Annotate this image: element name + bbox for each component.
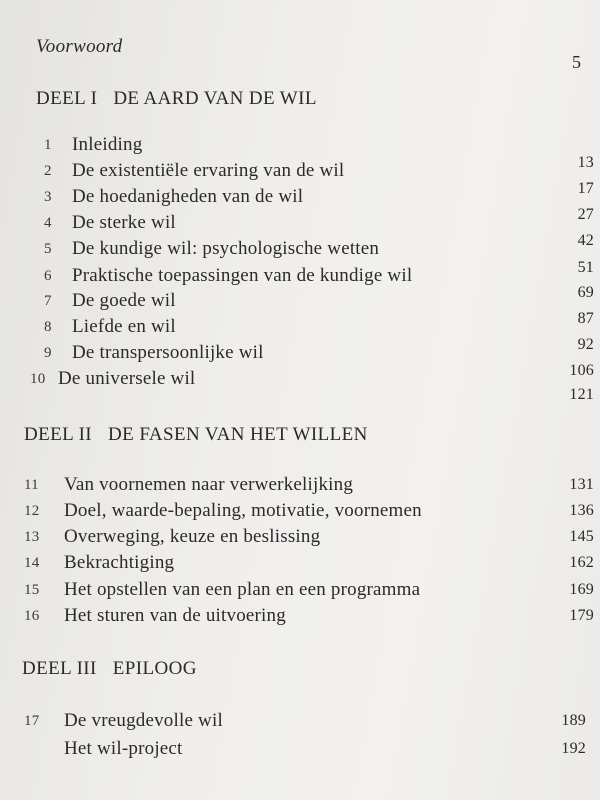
page-number: 42 [577,232,594,249]
chapter-number: 8 [44,319,52,335]
chapter-title: De goede wil [72,290,176,311]
part-label: DEEL III [22,658,97,679]
chapter-title: Het sturen van de uitvoering [64,605,286,626]
chapter-number: 13 [24,529,40,545]
chapter-number: 10 [30,371,46,387]
chapter-title: De hoedanigheden van de wil [72,186,304,207]
chapter-title: De sterke wil [72,212,176,233]
chapter-title: De existentiële ervaring van de wil [72,160,345,181]
foreword-title: Voorwoord [36,36,123,57]
part-3-heading [22,658,197,680]
page-number: 131 [569,476,594,493]
page-number: 162 [569,554,594,571]
foreword-page-number: 5 [572,52,581,72]
part-1-heading [36,88,317,110]
page-number: 87 [577,310,594,327]
chapter-title: Liefde en wil [72,316,176,337]
chapter-number: 9 [44,345,52,361]
chapter-title: Doel, waarde-bepaling, motivatie, voornemen [64,500,422,521]
chapter-title: Inleiding [72,134,143,155]
page-number: 106 [569,362,594,379]
chapter-title: De transpersoonlijke wil [72,342,264,363]
page-number: 192 [561,740,586,757]
part-title: EPILOOG [112,658,197,679]
chapter-title: Het opstellen van een plan en een programma [64,579,421,600]
page-number: 179 [569,607,594,624]
page-number: 92 [577,336,594,353]
chapter-number: 3 [44,189,52,205]
page-number: 51 [577,259,594,276]
chapter-title: Praktische toepassingen van de kundige wil [72,265,413,286]
chapter-title: De universele wil [58,368,196,389]
chapter-number: 17 [24,713,40,729]
chapter-title: De vreugdevolle wil [64,710,223,731]
chapter-number: 1 [44,137,52,153]
chapter-number: 12 [24,503,40,519]
page-number: 145 [569,528,594,545]
part-label: DEEL I [36,88,98,109]
part-title: DE AARD VAN DE WIL [113,88,317,109]
chapter-number: 16 [24,608,40,624]
part-label: DEEL II [24,424,93,445]
chapter-title: Van voornemen naar verwerkelijking [64,474,354,495]
page-number: 17 [577,180,594,197]
page-number: 69 [577,284,594,301]
page-number: 13 [577,154,594,171]
chapter-number: 7 [44,293,52,309]
chapter-number: 4 [44,215,52,231]
chapter-title: Bekrachtiging [64,552,175,573]
page-number: 121 [569,386,594,403]
chapter-number: 11 [24,477,39,493]
page-number: 27 [577,206,594,223]
chapter-title: Het wil-project [64,738,183,759]
page-number: 136 [569,502,594,519]
chapter-number: 14 [24,555,40,571]
page-number: 169 [569,581,594,598]
chapter-number: 15 [24,582,40,598]
part-title: DE FASEN VAN HET WILLEN [108,424,368,445]
chapter-title: De kundige wil: psychologische wetten [72,238,380,259]
page-number: 189 [561,712,586,729]
part-2-heading [24,424,368,446]
chapter-title: Overweging, keuze en beslissing [64,526,321,547]
chapter-number: 5 [44,241,52,257]
chapter-number: 6 [44,268,52,284]
chapter-number: 2 [44,163,52,179]
